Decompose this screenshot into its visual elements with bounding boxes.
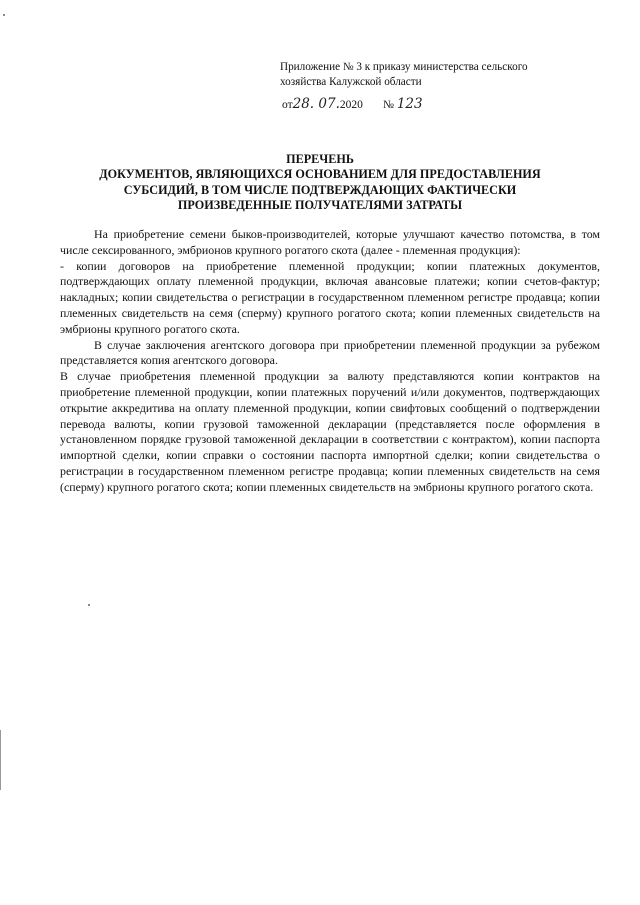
document-body [60, 227, 600, 496]
number-label: № [382, 99, 394, 111]
scan-speck [88, 604, 90, 606]
date-prefix: от [282, 99, 293, 111]
scan-speck [3, 14, 5, 16]
paragraph-currency-purchase: В случае приобретения племенной продукции за валюту представляются копии контрактов на приобретение племенной продукции, копии платежных поручений и/или документов, подтверждающих открытие аккредитива на оплату племенной продукции, копии свифтовых сообщений о подтверждении перевода валюты, копии грузовой таможенной декларации (представляется после оформления в установленном порядке грузовой таможенной декларации в соответствии с контрактом), копии паспорта импортной сделки, копии справки о состоянии паспорта импортной сделки; копии свидетельства о регистрации в государственном племенном регистре продавца; копии племенных свидетельств на семя (сперму) крупного рогатого скота; копии племенных свидетельств на эмбрионы крупного рогатого скота. [60, 369, 600, 494]
scan-edge-mark [0, 730, 3, 790]
title-line-2: ДОКУМЕНТОВ, ЯВЛЯЮЩИХСЯ ОСНОВАНИЕМ ДЛЯ ПРЕДОСТАВЛЕНИЯ [99, 167, 541, 182]
paragraph-agency-contract: В случае заключения агентского договора при приобретении племенной продукции за рубежом представляется копия агентского договора. [60, 337, 600, 368]
date-year: 2020 [339, 99, 363, 111]
document-title [60, 152, 580, 214]
order-date-number [282, 96, 423, 112]
appendix-header-line-2: хозяйства Калужской области [280, 76, 422, 88]
paragraph-documents-list: - копии договоров на приобретение племенной продукции; копии платежных документов, подтверждающих оплату племенной продукции, включая авансовые платежи; копии счетов-фактур; накладных; копии свидетельства о регистрации в государственном племенном регистре продавца; копии племенных свидетельств на семя (сперму) крупного рогатого скота; копии племенных свидетельств на эмбрионы крупного рогатого скота. [60, 258, 600, 336]
handwritten-date: 28. 07. [292, 96, 340, 112]
appendix-header-line-1: Приложение № 3 к приказу министерства сельского [280, 61, 528, 73]
paragraph-intro: На приобретение семени быков-производителей, которые улучшают качество потомства, в том числе сексированного, эмбрионов крупного рогатого скота (далее - племенная продукция): [60, 227, 600, 257]
handwritten-order-number: 123 [396, 96, 423, 112]
appendix-header [280, 60, 600, 90]
title-line-1: ПЕРЕЧЕНЬ [286, 152, 354, 166]
title-line-3: СУБСИДИЙ, В ТОМ ЧИСЛЕ ПОДТВЕРЖДАЮЩИХ ФАКТИЧЕСКИ [123, 182, 517, 197]
title-line-4: ПРОИЗВЕДЕННЫЕ ПОЛУЧАТЕЛЯМИ ЗАТРАТЫ [177, 198, 463, 213]
